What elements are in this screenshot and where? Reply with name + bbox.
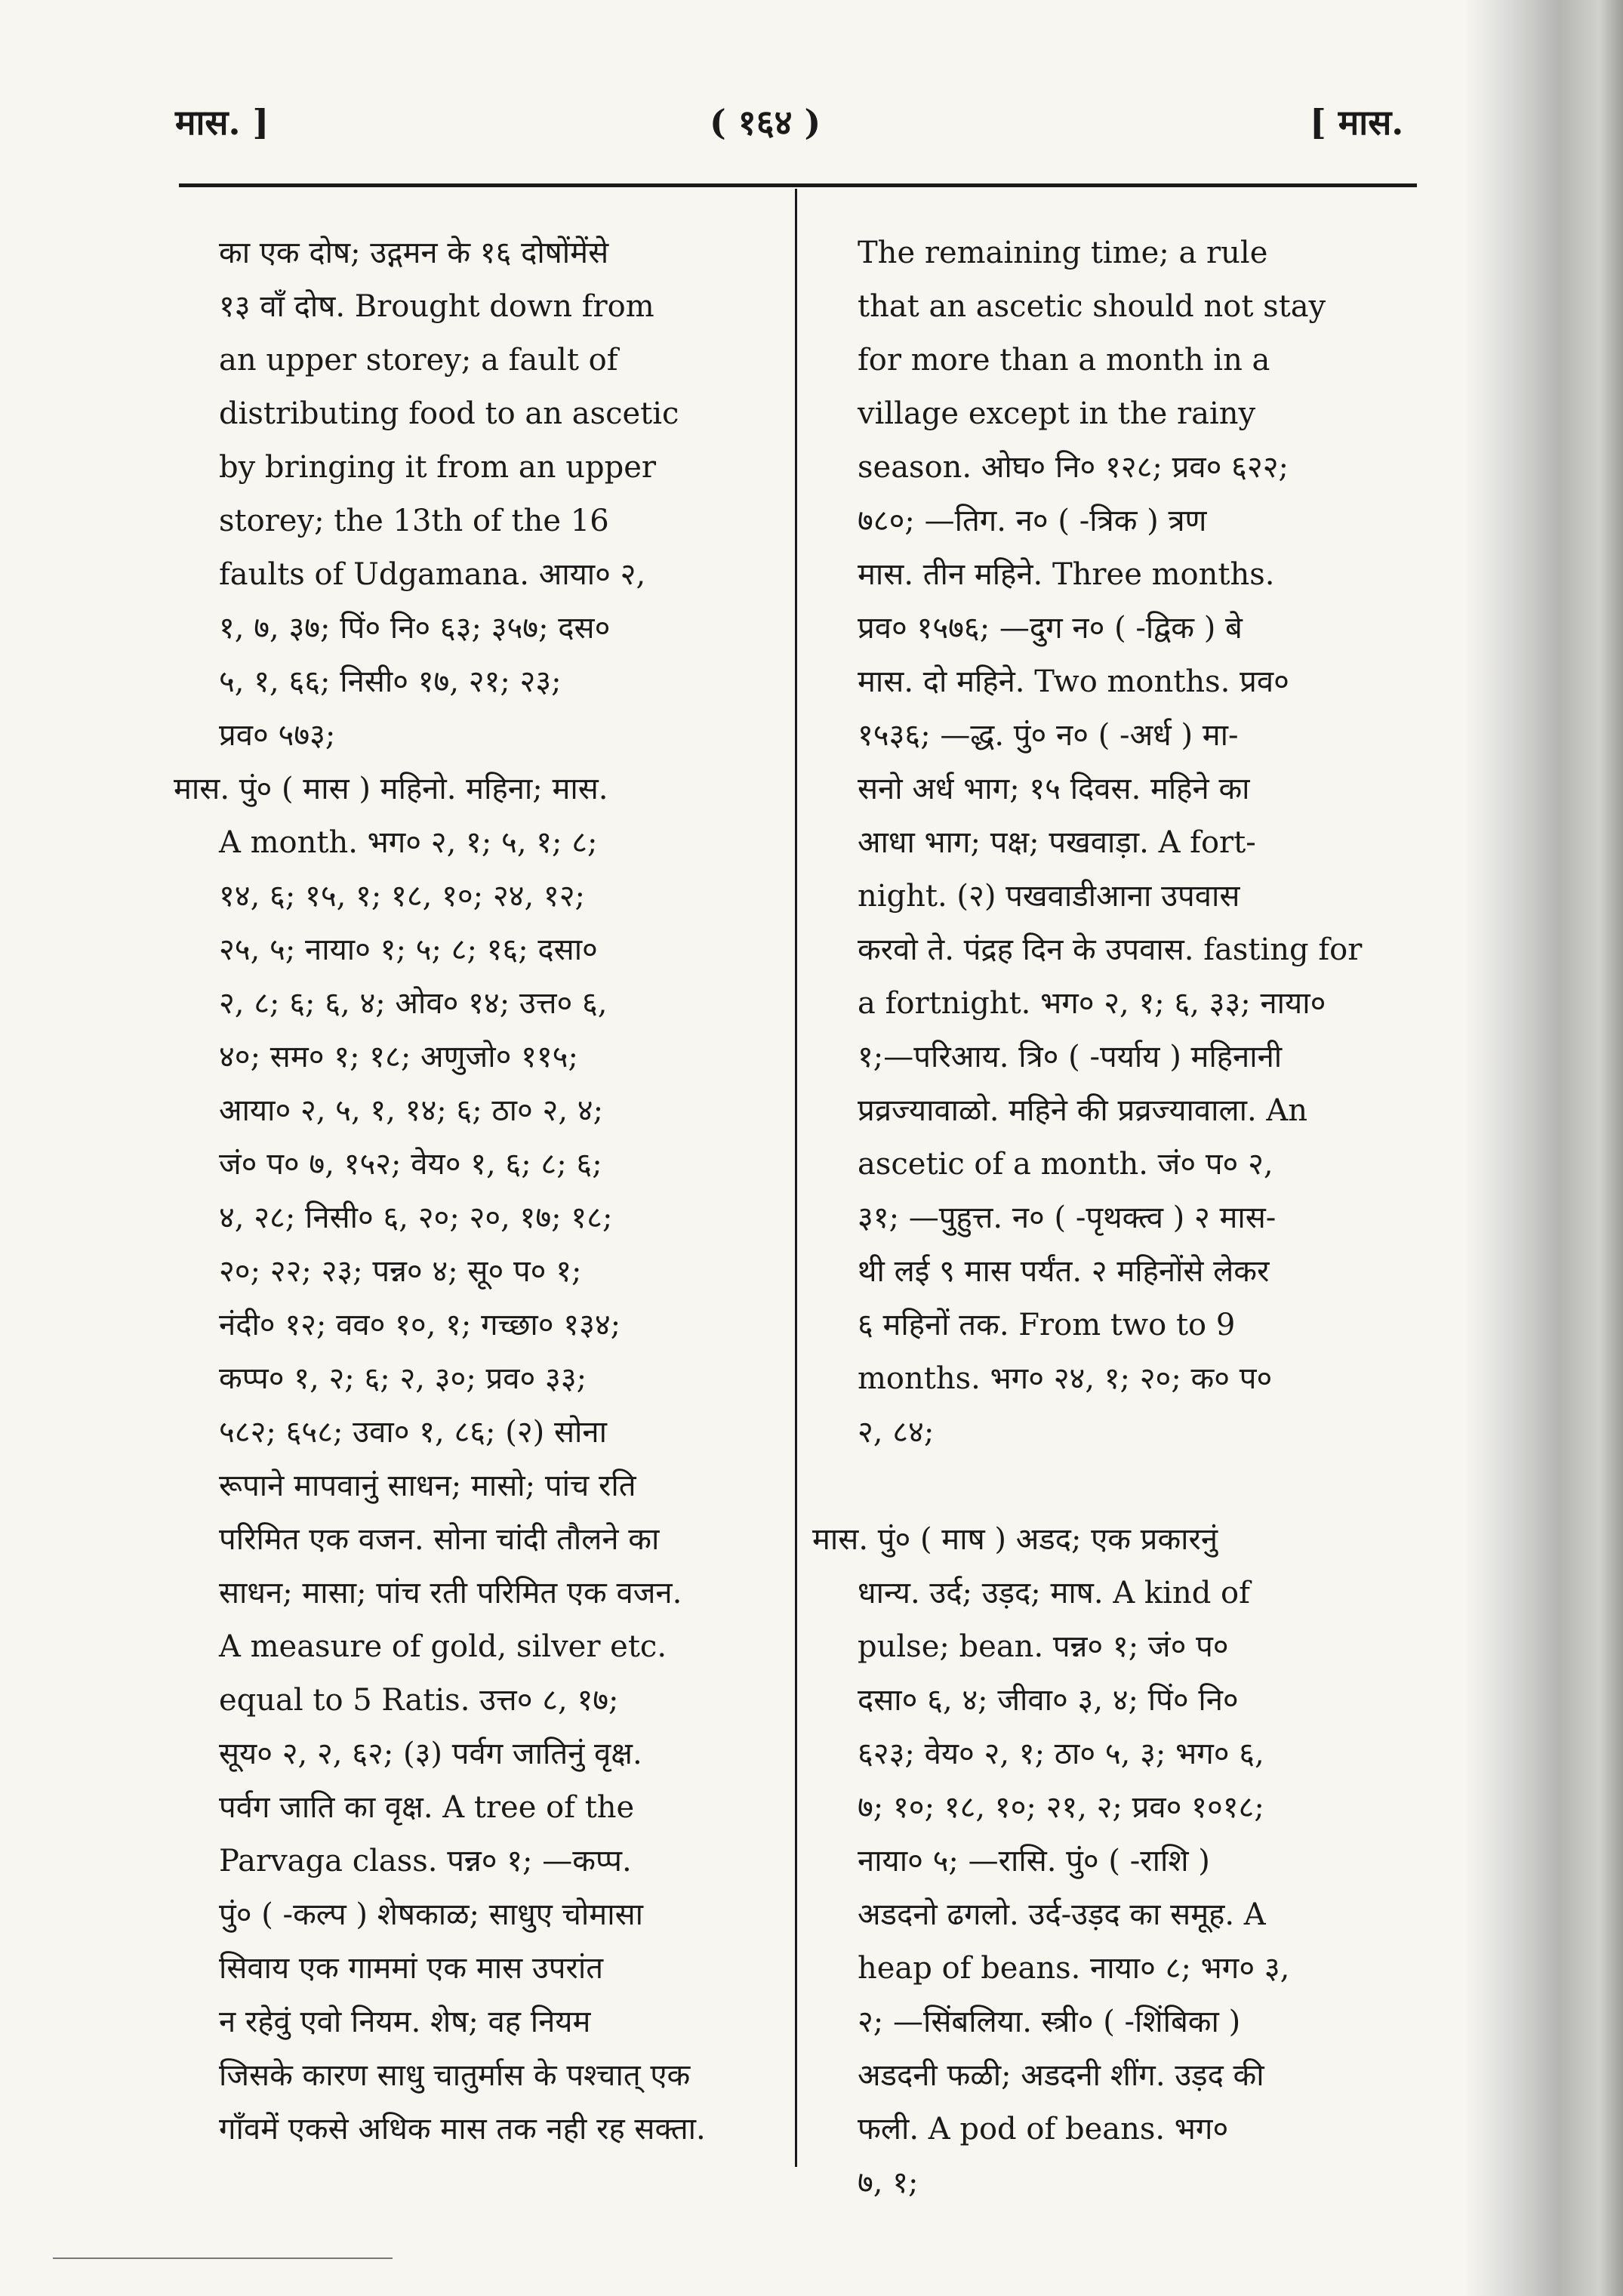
text-line: २, ८; ६; ६, ४; ओव० १४; उत्त० ६,: [219, 986, 608, 1021]
text-line: [858, 1459, 1412, 1513]
text-line: कप्प० १, २; ६; २, ३०; प्रव० ३३;: [219, 1361, 587, 1396]
text-line: ५८२; ६५८; उवा० १, ८६; (२) सोना: [219, 1415, 607, 1450]
text-line: मास. पुं० ( माष ) अडद; एक प्रकारनुं: [812, 1522, 1218, 1557]
text-line: ६२३; वेय० २, १; ठा० ५, ३; भग० ६,: [858, 1737, 1264, 1771]
text-line: आया० २, ५, १, १४; ६; ठा० २, ४;: [219, 1093, 604, 1128]
text-line: रूपाने मापवानुं साधन; मासो; पांच रति: [219, 1469, 636, 1503]
running-head-left: मास. ]: [175, 102, 269, 143]
text-line: जं० प० ७, १५२; वेय० १, ६; ८; ६;: [219, 1147, 602, 1182]
running-head-right: [ मास.: [1310, 102, 1404, 143]
text-line: months. भग० २४, १; २०; क० प०: [858, 1361, 1273, 1396]
text-line: ४, २८; निसी० ६, २०; २०, १७; १८;: [219, 1200, 613, 1235]
text-line: ६ महिनों तक. From two to 9: [858, 1308, 1236, 1342]
text-line: १४, ६; १५, १; १८, १०; २४, १२;: [219, 879, 585, 914]
text-line: a fortnight. भग० २, १; ६, ३३; नाया०: [858, 986, 1326, 1021]
text-line: दसा० ६, ४; जीवा० ३, ४; पिं० नि०: [858, 1683, 1239, 1718]
text-line: The remaining time; a rule: [858, 236, 1268, 270]
text-line: परिमित एक वजन. सोना चांदी तौलने का: [219, 1522, 660, 1557]
text-line: सूय० २, २, ६२; (३) पर्वग जातिनुं वृक्ष.: [219, 1737, 642, 1771]
text-line: सिवाय एक गाममां एक मास उपरांत: [219, 1951, 604, 1986]
text-line: मास. तीन महिने. Three months.: [858, 557, 1275, 592]
text-line: अडदनो ढगलो. उर्द-उड़द का समूह. A: [858, 1897, 1266, 1932]
text-line: १, ७, ३७; पिं० नि० ६३; ३५७; दस०: [219, 611, 611, 646]
text-line: for more than a month in a: [858, 343, 1270, 378]
text-line: village except in the rainy: [858, 396, 1256, 431]
text-line: season. ओघ० नि० १२८; प्रव० ६२२;: [858, 450, 1289, 485]
text-line: equal to 5 Ratis. उत्त० ८, १७;: [219, 1683, 619, 1718]
text-line: storey; the 13th of the 16: [219, 504, 609, 538]
text-line: night. (२) पखवाडीआना उपवास: [858, 879, 1240, 914]
text-line: A month. भग० २, १; ५, १; ८;: [219, 825, 598, 860]
text-line: जिसके कारण साधु चातुर्मास के पश्चात् एक: [219, 2058, 691, 2093]
text-line: मास. पुं० ( मास ) महिनो. महिना; मास.: [174, 772, 608, 806]
page-edge-shadow: [1464, 0, 1623, 2296]
text-line: गाँवमें एकसे अधिक मास तक नही रह सक्ता.: [219, 2112, 706, 2147]
text-line: २५, ५; नाया० १; ५; ८; १६; दसा०: [219, 932, 598, 967]
right-column: [812, 227, 1412, 2210]
page-number: ( १६४ ): [710, 102, 821, 143]
text-line: नंदी० १२; वव० १०, १; गच्छा० १३४;: [219, 1308, 621, 1342]
footer-rule: [53, 2257, 393, 2259]
text-line: heap of beans. नाया० ८; भग० ३,: [858, 1951, 1290, 1986]
left-column: [174, 227, 778, 2156]
text-line: ascetic of a month. जं० प० २,: [858, 1147, 1273, 1182]
text-line: Parvaga class. पन्न० १; —कप्प.: [219, 1844, 632, 1878]
text-line: faults of Udgamana. आया० २,: [219, 557, 646, 592]
text-line: आधा भाग; पक्ष; पखवाड़ा. A fort-: [858, 825, 1256, 860]
text-line: that an ascetic should not stay: [858, 289, 1326, 324]
text-line: पुं० ( -कल्प ) शेषकाळ; साधुए चोमासा: [219, 1897, 643, 1932]
text-line: by bringing it from an upper: [219, 450, 657, 485]
text-line: ५, १, ६६; निसी० १७, २१; २३;: [219, 664, 562, 699]
text-line: distributing food to an ascetic: [219, 396, 679, 431]
text-line: अडदनी फळी; अडदनी शींग. उड़द की: [858, 2058, 1264, 2093]
text-line: प्रव्रज्यावाळो. महिने की प्रव्रज्यावाला. An: [858, 1093, 1308, 1128]
text-line: A measure of gold, silver etc.: [219, 1629, 667, 1664]
text-line: पर्वग जाति का वृक्ष. A tree of the: [219, 1790, 635, 1825]
text-line: प्रव० १५७६; —दुग न० ( -द्विक ) बे: [858, 611, 1243, 646]
column-divider: [795, 189, 797, 2167]
text-line: ७; १०; १८, १०; २१, २; प्रव० १०१८;: [858, 1790, 1264, 1825]
text-line: १३ वाँ दोष. Brought down from: [219, 289, 654, 324]
text-line: pulse; bean. पन्न० १; जं० प०: [858, 1629, 1229, 1664]
text-line: नाया० ५; —रासि. पुं० ( -राशि ): [858, 1844, 1210, 1878]
text-line: २०; २२; २३; पन्न० ४; सू० प० १;: [219, 1254, 582, 1289]
text-line: प्रव० ५७३;: [219, 718, 336, 753]
text-line: ३१; —पुहुत्त. न० ( -पृथक्त्व ) २ मास-: [858, 1200, 1277, 1235]
text-line: फली. A pod of beans. भग०: [858, 2112, 1229, 2147]
text-line: थी लई ९ मास पर्यंत. २ महिनोंसे लेकर: [858, 1254, 1270, 1289]
text-line: न रहेवुं एवो नियम. शेष; वह नियम: [219, 2005, 591, 2039]
text-line: १५३६; —द्ध. पुं० न० ( -अर्ध ) मा-: [858, 718, 1239, 753]
text-line: साधन; मासा; पांच रती परिमित एक वजन.: [219, 1576, 682, 1610]
text-line: मास. दो महिने. Two months. प्रव०: [858, 664, 1289, 699]
text-line: an upper storey; a fault of: [219, 343, 618, 378]
header-rule: [179, 183, 1417, 187]
text-line: ७, १;: [858, 2165, 919, 2200]
text-line: सनो अर्ध भाग; १५ दिवस. महिने का: [858, 772, 1250, 806]
text-line: करवो ते. पंद्रह दिन के उपवास. fasting for: [858, 932, 1363, 967]
text-line: १;—परिआय. त्रि० ( -पर्याय ) महिनानी: [858, 1040, 1283, 1074]
text-line: ७८०; —तिग. न० ( -त्रिक ) त्रण: [858, 504, 1207, 538]
text-line: का एक दोष; उद्गमन के १६ दोषोंमेंसे: [219, 236, 609, 270]
text-line: २; —सिंबलिया. स्त्री० ( -शिंबिका ): [858, 2005, 1241, 2039]
text-line: ४०; सम० १; १८; अणुजो० ११५;: [219, 1040, 578, 1074]
text-line: २, ८४;: [858, 1415, 935, 1450]
text-line: धान्य. उर्द; उड़द; माष. A kind of: [858, 1576, 1250, 1610]
